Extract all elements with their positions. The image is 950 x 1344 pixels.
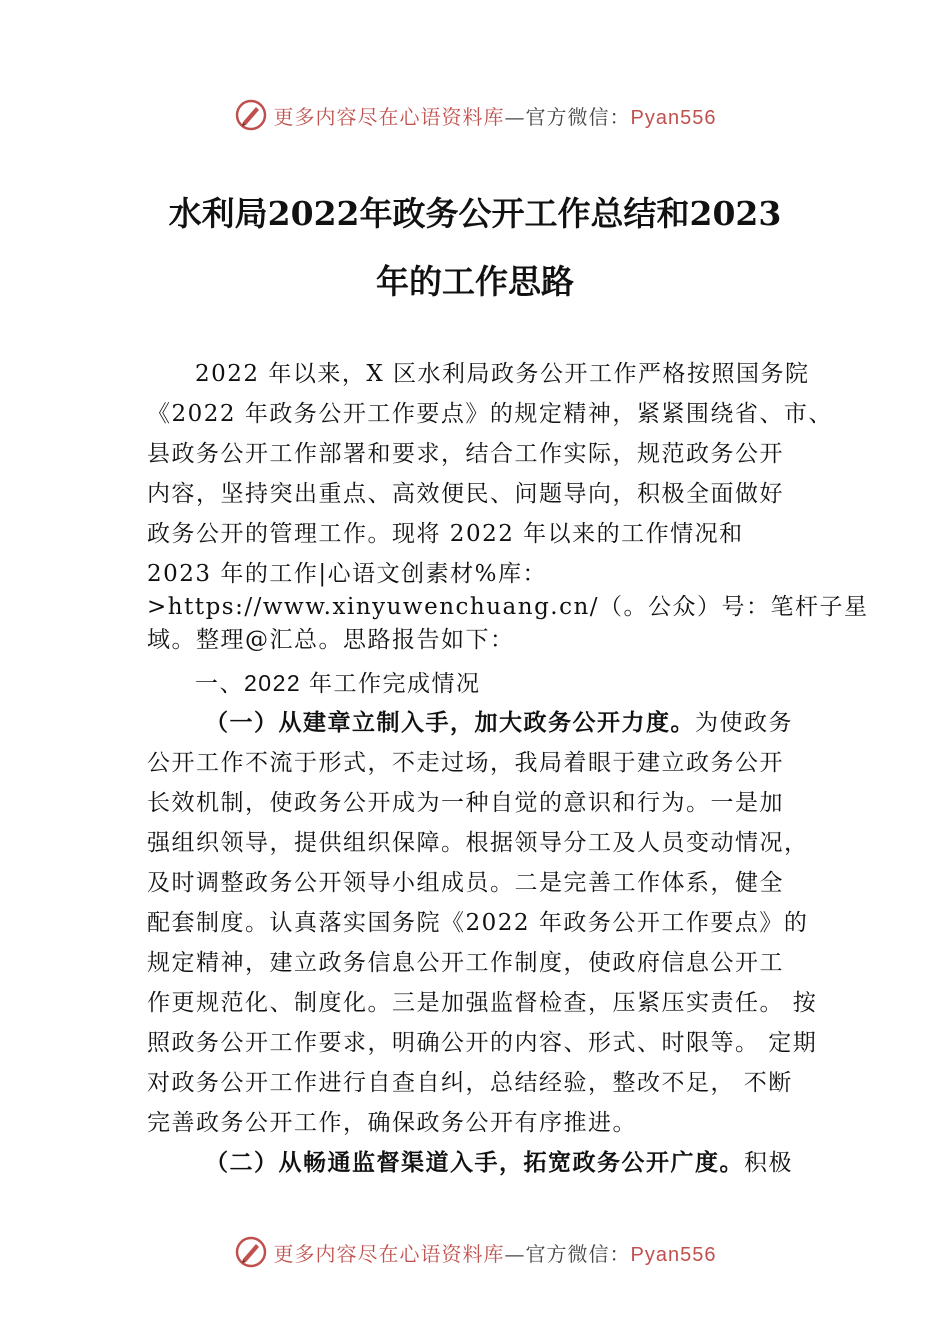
subsection-heading: （二）从畅通监督渠道入手，拓宽政务公开广度。 — [205, 1149, 744, 1176]
paragraph-line: 配套制度。认真落实国务院《2022 年政务公开工作要点》的 — [147, 910, 809, 936]
paragraph-line: 长效机制，使政务公开成为一种自觉的意识和行为。一是加 — [147, 790, 784, 816]
paragraph-line: 规定精神，建立政务信息公开工作制度，使政府信息公开工 — [147, 950, 784, 976]
intro-line: 《2022 年政务公开工作要点》的规定精神，紧紧围绕省、市、 — [147, 401, 833, 427]
pen-logo-icon — [234, 1235, 268, 1269]
pen-logo-icon — [234, 98, 268, 132]
intro-line: 内容，坚持突出重点、高效便民、问题导向，积极全面做好 — [147, 481, 784, 507]
intro-line: 2023 年的工作|心语文创素材%库： — [147, 561, 547, 587]
banner-wechat-label: 官方微信： — [525, 1241, 631, 1266]
paragraph-line: 完善政务公开工作，确保政务公开有序推进。 — [147, 1110, 637, 1136]
banner-library: 更多内容尽在心语资料库 — [273, 1241, 505, 1266]
subsection-heading: （一）从建章立制入手，加大政务公开力度。 — [205, 709, 695, 736]
intro-line: 域。整理@汇总。思路报告如下： — [147, 627, 515, 653]
subsection-text: 为使政务 — [695, 710, 793, 736]
subsection-first-line — [147, 1143, 837, 1183]
document-title-line1: 水利局2022年政务公开工作总结和2023 — [168, 194, 782, 233]
banner-wechat-id: Pyan556 — [630, 106, 717, 129]
paragraph-line: 公开工作不流于形式，不走过场，我局着眼于建立政务公开 — [147, 750, 784, 776]
intro-line: >https://www.xinyuwenchuang.cn/（。公众）号：笔杆子星 — [147, 594, 869, 620]
document-title-line2: 年的工作思路 — [376, 262, 574, 301]
banner-dash: — — [504, 1241, 526, 1266]
paragraph-line: 及时调整政务公开领导小组成员。二是完善工作体系，健全 — [147, 870, 784, 896]
intro-line: 2022 年以来，X 区水利局政务公开工作严格按照国务院 — [195, 361, 810, 387]
banner-library: 更多内容尽在心语资料库 — [273, 104, 505, 129]
subsection-first-line — [147, 703, 837, 743]
paragraph-line: 强组织领导，提供组织保障。根据领导分工及人员变动情况， — [147, 830, 809, 856]
intro-line: 县政务公开工作部署和要求，结合工作实际，规范政务公开 — [147, 441, 784, 467]
intro-line: 政务公开的管理工作。现将 2022 年以来的工作情况和 — [147, 521, 744, 547]
banner-wechat-id: Pyan556 — [630, 1243, 717, 1266]
banner-text — [274, 1238, 717, 1267]
banner-wechat-label: 官方微信： — [525, 104, 631, 129]
banner-text — [274, 101, 717, 130]
footer-banner — [0, 1232, 950, 1272]
banner-dash: — — [504, 104, 526, 129]
paragraph-line: 对政务公开工作进行自查自纠，总结经验，整改不足， 不断 — [147, 1070, 793, 1096]
document-body — [147, 354, 869, 1183]
section-heading: 一、2022 年工作完成情况 — [195, 670, 481, 696]
paragraph-line: 作更规范化、制度化。三是加强监督检查，压紧压实责任。 按 — [147, 990, 818, 1016]
subsection-text: 积极 — [744, 1150, 793, 1176]
header-banner — [0, 95, 950, 135]
paragraph-line: 照政务公开工作要求，明确公开的内容、形式、时限等。 定期 — [147, 1030, 818, 1056]
